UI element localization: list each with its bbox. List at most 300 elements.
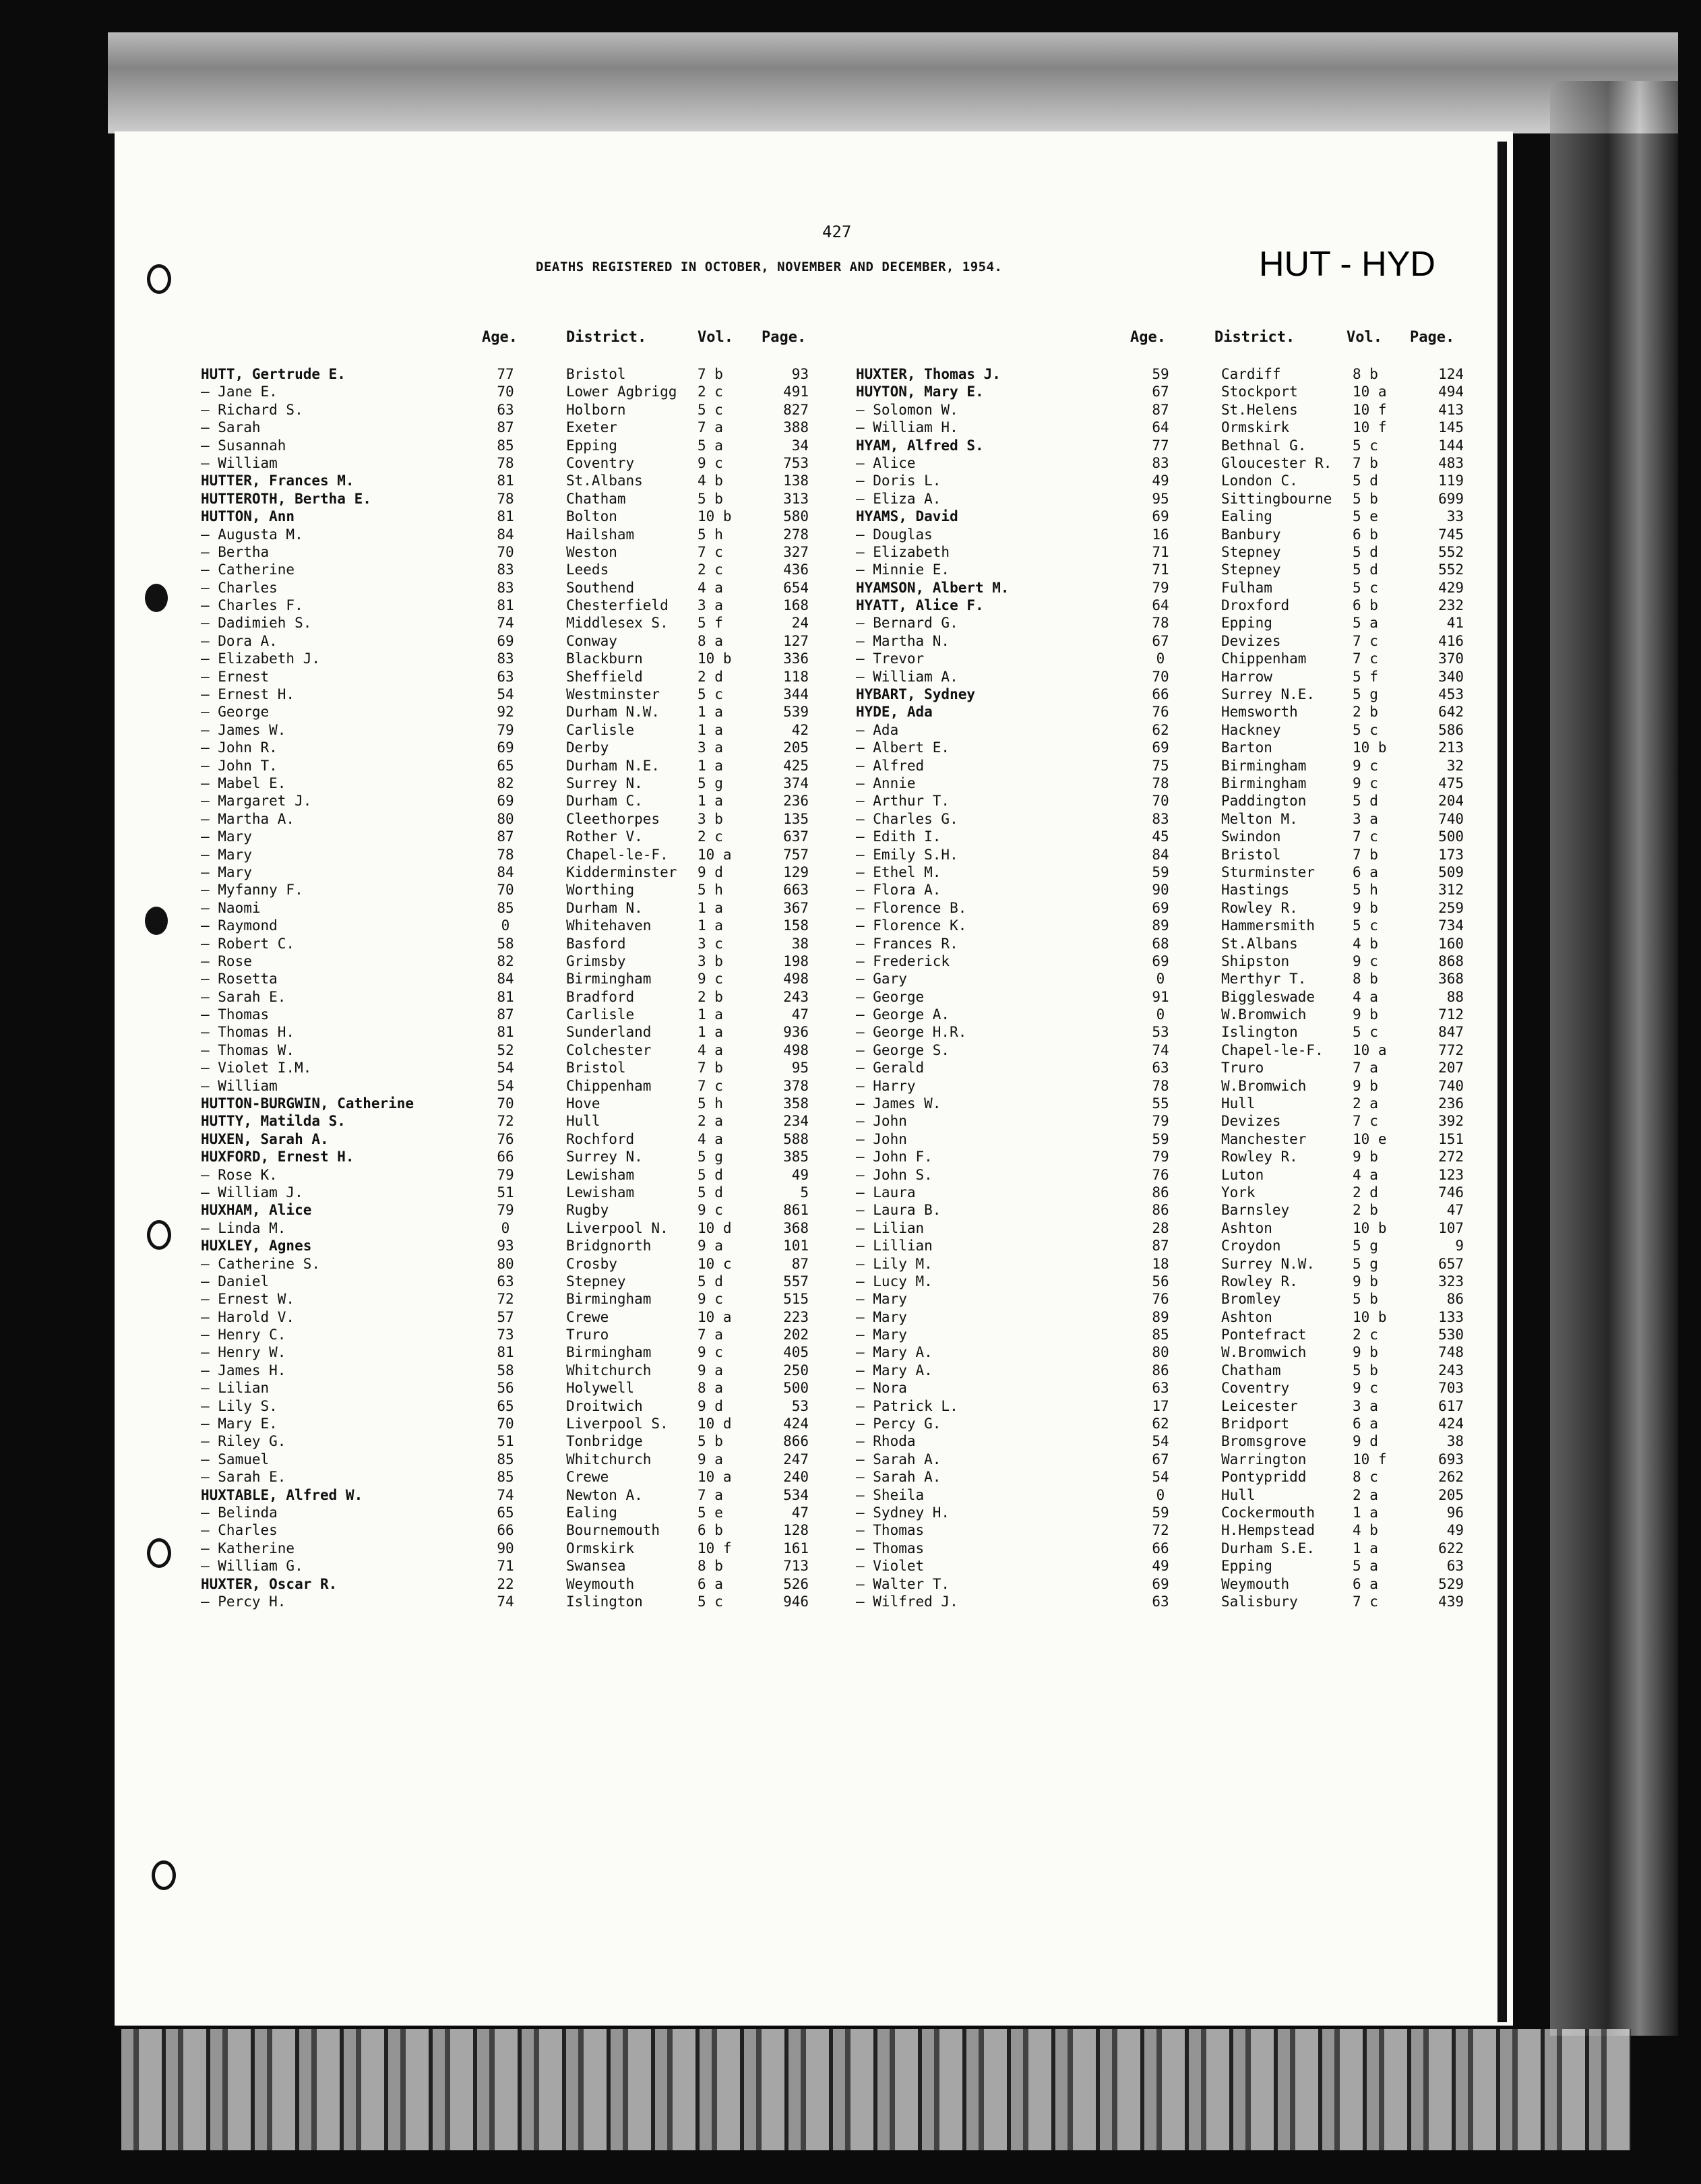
entry-age: 81 (497, 597, 514, 614)
entry-name: — Thomas H. (201, 1024, 295, 1041)
entry-name: — Lily M. (856, 1255, 933, 1272)
entry-page: 151 (1438, 1130, 1464, 1147)
entry-district: Hastings (1221, 882, 1290, 899)
entry-age: 59 (1152, 1505, 1169, 1521)
entry-age: 83 (497, 579, 514, 596)
entry-district: Hackney (1221, 721, 1281, 738)
entry-name: — Elizabeth (856, 543, 950, 560)
entry-age: 80 (1152, 1344, 1169, 1361)
entry-district: Leeds (566, 562, 609, 578)
entry-district: Ealing (566, 1505, 617, 1521)
entry-name: — George S. (856, 1041, 950, 1058)
entry-age: 75 (1152, 757, 1169, 774)
entry-page: 529 (1438, 1575, 1464, 1592)
punch-hole-1 (147, 264, 171, 294)
entry-district: Kidderminster (566, 863, 677, 880)
entry-vol: 6 b (1353, 526, 1378, 543)
entry-vol: 5 b (1353, 1291, 1378, 1308)
entry-age: 74 (497, 1486, 514, 1503)
entry-vol: 9 c (698, 1344, 723, 1361)
entry-age: 66 (497, 1149, 514, 1165)
entry-district: Cockermouth (1221, 1505, 1316, 1521)
entry-vol: 5 h (698, 526, 723, 543)
entry-age: 86 (1152, 1184, 1169, 1201)
entry-district: Harrow (1221, 668, 1272, 685)
entry-district: Lewisham (566, 1184, 635, 1201)
entry-age: 85 (497, 437, 514, 454)
entry-row (851, 1326, 1524, 1343)
entry-district: Surrey N. (566, 1149, 643, 1165)
entry-vol: 4 a (1353, 1166, 1378, 1183)
entry-vol: 5 h (698, 882, 723, 899)
entry-district: Chapel-le-F. (1221, 1041, 1324, 1058)
entry-row (195, 437, 869, 454)
entry-page: 368 (1438, 971, 1464, 988)
entry-vol: 3 a (698, 739, 723, 756)
entry-name: — William G. (201, 1558, 303, 1575)
entry-page: 358 (783, 1095, 809, 1112)
entry-vol: 6 b (1353, 597, 1378, 614)
district-header: District. (566, 329, 647, 346)
entry-age: 74 (497, 1593, 514, 1610)
entry-page: 87 (791, 1255, 809, 1272)
entry-row (195, 952, 869, 970)
entry-page: 42 (791, 721, 809, 738)
entry-district: Surrey N. (566, 775, 643, 791)
entry-row (195, 1184, 869, 1201)
entry-name: HUTTER, Frances M. (201, 473, 354, 489)
entry-age: 79 (1152, 579, 1169, 596)
entry-age: 64 (1152, 597, 1169, 614)
entry-page: 483 (1438, 454, 1464, 471)
entry-age: 93 (497, 1238, 514, 1254)
entry-district: Devizes (1221, 1113, 1281, 1130)
entry-name: — Martha N. (856, 632, 950, 649)
entry-vol: 9 a (698, 1451, 723, 1467)
entry-page: 158 (783, 917, 809, 934)
vol-header: Vol. (1347, 329, 1382, 346)
entry-page: 101 (783, 1238, 809, 1254)
entry-row (195, 1343, 869, 1361)
entry-page: 740 (1438, 1077, 1464, 1094)
entry-row (195, 1166, 869, 1184)
entry-district: Whitchurch (566, 1451, 652, 1467)
entry-vol: 7 a (698, 1327, 723, 1343)
entry-name: — Walter T. (856, 1575, 950, 1592)
entry-vol: 1 a (698, 757, 723, 774)
entry-age: 85 (497, 1451, 514, 1467)
entry-age: 79 (497, 1166, 514, 1183)
entry-vol: 5 d (1353, 543, 1378, 560)
entry-page: 38 (1446, 1433, 1464, 1450)
entry-page: 41 (1446, 615, 1464, 632)
entry-age: 54 (497, 1060, 514, 1076)
entry-page: 552 (1438, 562, 1464, 578)
page-header: Page. (1410, 329, 1455, 346)
entry-age: 70 (497, 1095, 514, 1112)
entry-name: — Sarah E. (201, 988, 286, 1005)
entry-age: 84 (497, 526, 514, 543)
entry-name: HUXTER, Thomas J. (856, 366, 1001, 382)
entry-vol: 8 b (698, 1558, 723, 1575)
entry-age: 87 (1152, 1238, 1169, 1254)
entry-vol: 9 c (1353, 757, 1378, 774)
entry-row (851, 1130, 1524, 1148)
entry-row (195, 1308, 869, 1326)
entry-age: 72 (1152, 1522, 1169, 1539)
entry-row (195, 454, 869, 472)
entry-page: 205 (783, 739, 809, 756)
entry-page: 24 (791, 615, 809, 632)
entry-page: 617 (1438, 1397, 1464, 1414)
entry-page: 509 (1438, 863, 1464, 880)
entry-age: 67 (1152, 632, 1169, 649)
entry-row (851, 703, 1524, 721)
entry-vol: 4 a (698, 1041, 723, 1058)
entry-age: 85 (1152, 1327, 1169, 1343)
entry-name: — Elizabeth J. (201, 650, 321, 667)
entry-district: Biggleswade (1221, 988, 1316, 1005)
entry-age: 64 (1152, 419, 1169, 436)
entry-vol: 5 d (1353, 793, 1378, 810)
entry-page: 385 (783, 1149, 809, 1165)
entry-name: — James W. (201, 721, 286, 738)
entry-page: 243 (783, 988, 809, 1005)
entry-row (195, 1557, 869, 1575)
entry-vol: 10 f (1353, 401, 1387, 418)
entry-age: 70 (497, 882, 514, 899)
entry-age: 69 (1152, 739, 1169, 756)
entry-row (851, 1308, 1524, 1326)
entry-age: 0 (1156, 1486, 1165, 1503)
entry-district: Whitehaven (566, 917, 652, 934)
entry-name: HUTTON-BURGWIN, Catherine (201, 1095, 414, 1112)
entry-district: Chapel-le-F. (566, 846, 669, 863)
entry-page: 757 (783, 846, 809, 863)
entry-age: 87 (497, 1006, 514, 1023)
entry-row (195, 1023, 869, 1041)
entry-name: — Rosetta (201, 971, 278, 988)
entry-row (851, 775, 1524, 792)
entry-row (195, 1521, 869, 1539)
entry-district: Hull (566, 1113, 600, 1130)
entry-vol: 8 c (1353, 1469, 1378, 1486)
entry-row (851, 1290, 1524, 1308)
entry-age: 78 (497, 846, 514, 863)
entry-name: HUTT, Gertrude E. (201, 366, 346, 382)
entry-vol: 4 a (698, 579, 723, 596)
entry-district: Sturminster (1221, 863, 1316, 880)
entry-district: Manchester (1221, 1130, 1307, 1147)
entry-row (195, 721, 869, 739)
entry-district: Worthing (566, 882, 635, 899)
entry-vol: 1 a (698, 704, 723, 721)
entry-page: 475 (1438, 775, 1464, 791)
entry-name: — Frances R. (856, 935, 958, 952)
entry-page: 33 (1446, 508, 1464, 525)
entry-page: 135 (783, 810, 809, 827)
entry-name: HYBART, Sydney (856, 686, 976, 703)
entry-row (851, 1504, 1524, 1521)
entry-name: — Raymond (201, 917, 278, 934)
entry-vol: 2 a (1353, 1486, 1378, 1503)
entry-vol: 5 g (1353, 686, 1378, 703)
entry-name: — Lilian (201, 1380, 270, 1397)
entry-page: 663 (783, 882, 809, 899)
entry-row (195, 970, 869, 988)
entry-district: Luton (1221, 1166, 1264, 1183)
entry-page: 847 (1438, 1024, 1464, 1041)
entry-name: — Percy G. (856, 1416, 941, 1432)
entry-vol: 8 b (1353, 971, 1378, 988)
entry-age: 69 (497, 739, 514, 756)
entry-vol: 4 a (1353, 988, 1378, 1005)
entry-page: 530 (1438, 1327, 1464, 1343)
entry-age: 83 (1152, 454, 1169, 471)
entry-row (195, 1130, 869, 1148)
entry-district: Sheffield (566, 668, 643, 685)
entry-row (195, 1451, 869, 1468)
entry-name: — Charles G. (856, 810, 958, 827)
entry-vol: 1 a (698, 1024, 723, 1041)
entry-vol: 7 c (698, 1077, 723, 1094)
entry-name: — Susannah (201, 437, 286, 454)
entry-page: 654 (783, 579, 809, 596)
entry-age: 80 (497, 1255, 514, 1272)
entry-district: Holywell (566, 1380, 635, 1397)
entry-district: Banbury (1221, 526, 1281, 543)
entry-page: 772 (1438, 1041, 1464, 1058)
entry-age: 86 (1152, 1202, 1169, 1219)
entry-vol: 5 c (1353, 721, 1378, 738)
entry-age: 87 (1152, 401, 1169, 418)
entry-vol: 3 b (698, 810, 723, 827)
entry-page: 96 (1446, 1505, 1464, 1521)
entry-vol: 9 c (698, 1202, 723, 1219)
entry-name: HYDE, Ada (856, 704, 933, 721)
entry-page: 453 (1438, 686, 1464, 703)
entry-age: 78 (497, 490, 514, 507)
entry-district: St.Albans (566, 473, 643, 489)
entry-name: — Sarah A. (856, 1469, 941, 1486)
entry-page: 367 (783, 899, 809, 916)
entry-district: Fulham (1221, 579, 1272, 596)
entry-page: 161 (783, 1540, 809, 1556)
entry-age: 45 (1152, 828, 1169, 845)
entry-row (851, 952, 1524, 970)
entry-name: — Sheila (856, 1486, 925, 1503)
entry-district: Bromsgrove (1221, 1433, 1307, 1450)
entry-district: Rowley R. (1221, 1273, 1298, 1290)
entry-name: — Dora A. (201, 632, 278, 649)
entry-row (851, 579, 1524, 597)
entry-district: Bristol (566, 1060, 626, 1076)
entry-age: 81 (497, 1344, 514, 1361)
entry-vol: 7 c (1353, 1593, 1378, 1610)
entry-vol: 6 a (1353, 863, 1378, 880)
entry-page: 327 (783, 543, 809, 560)
entry-age: 55 (1152, 1095, 1169, 1112)
entry-age: 86 (1152, 1362, 1169, 1378)
entry-vol: 7 b (698, 1060, 723, 1076)
entry-row (851, 383, 1524, 400)
entry-vol: 8 a (698, 1380, 723, 1397)
entry-row (851, 1415, 1524, 1432)
entry-name: HUXTABLE, Alfred W. (201, 1486, 363, 1503)
entry-name: — Mary (201, 828, 252, 845)
entry-row (851, 508, 1524, 525)
entry-page: 204 (1438, 793, 1464, 810)
entry-age: 65 (497, 1505, 514, 1521)
entry-district: Birmingham (1221, 775, 1307, 791)
scan-border-bottom (121, 2029, 1631, 2150)
entry-name: — George H.R. (856, 1024, 967, 1041)
entry-name: — Mary A. (856, 1344, 933, 1361)
entry-vol: 5 g (1353, 1255, 1378, 1272)
entry-age: 78 (1152, 615, 1169, 632)
entry-page: 47 (791, 1006, 809, 1023)
entry-row (195, 1362, 869, 1379)
entry-age: 71 (1152, 543, 1169, 560)
entry-vol: 2 d (1353, 1184, 1378, 1201)
entry-district: H.Hempstead (1221, 1522, 1316, 1539)
entry-row (851, 1343, 1524, 1361)
entry-vol: 9 c (1353, 1380, 1378, 1397)
entry-name: — Sarah E. (201, 1469, 286, 1486)
entry-name: — Thomas (856, 1540, 925, 1556)
entry-page: 236 (1438, 1095, 1464, 1112)
entry-row (851, 1041, 1524, 1059)
entry-district: Chippenham (566, 1077, 652, 1094)
entry-age: 90 (497, 1540, 514, 1556)
entry-page: 405 (783, 1344, 809, 1361)
entry-row (851, 1593, 1524, 1610)
entry-vol: 7 c (1353, 650, 1378, 667)
entry-row (195, 757, 869, 775)
entry-page: 745 (1438, 526, 1464, 543)
entry-row (195, 508, 869, 525)
entry-vol: 2 a (1353, 1095, 1378, 1112)
entry-vol: 9 b (1353, 1006, 1378, 1023)
entry-page: 557 (783, 1273, 809, 1290)
entry-age: 67 (1152, 384, 1169, 400)
entry-name: — John F. (856, 1149, 933, 1165)
entry-name: — William (201, 1077, 278, 1094)
entry-vol: 10 b (1353, 1308, 1387, 1325)
entry-age: 49 (1152, 473, 1169, 489)
entry-age: 77 (1152, 437, 1169, 454)
entry-page: 119 (1438, 473, 1464, 489)
entry-vol: 10 b (1353, 739, 1387, 756)
entry-row (195, 988, 869, 1006)
entry-page: 340 (1438, 668, 1464, 685)
scan-border-right (1550, 81, 1678, 2036)
entry-name: — Mary A. (856, 1362, 933, 1378)
entry-page: 413 (1438, 401, 1464, 418)
entry-page: 374 (783, 775, 809, 791)
entry-page: 539 (783, 704, 809, 721)
entry-vol: 10 a (698, 1469, 732, 1486)
entry-page: 32 (1446, 757, 1464, 774)
entry-name: — Linda M. (201, 1219, 286, 1236)
entry-name: — Emily S.H. (856, 846, 958, 863)
entry-age: 79 (1152, 1149, 1169, 1165)
entry-age: 89 (1152, 1308, 1169, 1325)
entry-vol: 9 a (698, 1238, 723, 1254)
entry-name: — Trevor (856, 650, 925, 667)
entry-name: — Daniel (201, 1273, 270, 1290)
entry-row (851, 757, 1524, 775)
entry-vol: 10 e (1353, 1130, 1387, 1147)
entry-vol: 5 b (1353, 1362, 1378, 1378)
entry-vol: 5 g (1353, 1238, 1378, 1254)
entry-page: 713 (783, 1558, 809, 1575)
entry-name: — Mary (856, 1291, 907, 1308)
entry-vol: 10 f (698, 1540, 732, 1556)
entry-page: 336 (783, 650, 809, 667)
entry-vol: 5 f (698, 615, 723, 632)
entry-page: 38 (791, 935, 809, 952)
entry-page: 278 (783, 526, 809, 543)
entry-vol: 5 a (1353, 615, 1378, 632)
entry-district: Rugby (566, 1202, 609, 1219)
entry-district: York (1221, 1184, 1256, 1201)
entry-district: Barton (1221, 739, 1272, 756)
entry-name: HUXFORD, Ernest H. (201, 1149, 354, 1165)
entry-page: 86 (1446, 1291, 1464, 1308)
entry-name: HUXHAM, Alice (201, 1202, 312, 1219)
entry-page: 378 (783, 1077, 809, 1094)
entry-row (851, 881, 1524, 899)
entry-vol: 2 b (698, 988, 723, 1005)
age-header: Age. (1130, 329, 1166, 346)
entry-row (195, 490, 869, 508)
entry-district: St.Helens (1221, 401, 1298, 418)
entry-vol: 9 c (1353, 952, 1378, 969)
entry-page: 534 (783, 1486, 809, 1503)
entry-age: 51 (497, 1433, 514, 1450)
entry-page: 693 (1438, 1451, 1464, 1467)
entry-row (851, 1486, 1524, 1504)
entry-row (851, 543, 1524, 561)
entry-row (851, 1397, 1524, 1415)
entry-vol: 5 c (1353, 579, 1378, 596)
entry-district: Chesterfield (566, 597, 669, 614)
entry-age: 83 (497, 562, 514, 578)
entry-age: 16 (1152, 526, 1169, 543)
entry-name: HYAMS, David (856, 508, 958, 525)
entry-name: — Nora (856, 1380, 907, 1397)
entry-name: — Mary (201, 863, 252, 880)
entry-age: 49 (1152, 1558, 1169, 1575)
entry-page: 138 (783, 473, 809, 489)
entry-district: Rowley R. (1221, 1149, 1298, 1165)
entry-vol: 7 b (1353, 454, 1378, 471)
entry-row (195, 419, 869, 436)
entry-name: — Mary (856, 1308, 907, 1325)
entry-name: — Samuel (201, 1451, 270, 1467)
entry-age: 18 (1152, 1255, 1169, 1272)
entry-page: 323 (1438, 1273, 1464, 1290)
entry-row (195, 383, 869, 400)
entry-district: Sittingbourne (1221, 490, 1332, 507)
entry-age: 68 (1152, 935, 1169, 952)
entry-vol: 1 a (698, 917, 723, 934)
entry-name: — Mary (856, 1327, 907, 1343)
page-header: Page. (762, 329, 807, 346)
entry-district: Bolton (566, 508, 617, 525)
entry-row (195, 775, 869, 792)
